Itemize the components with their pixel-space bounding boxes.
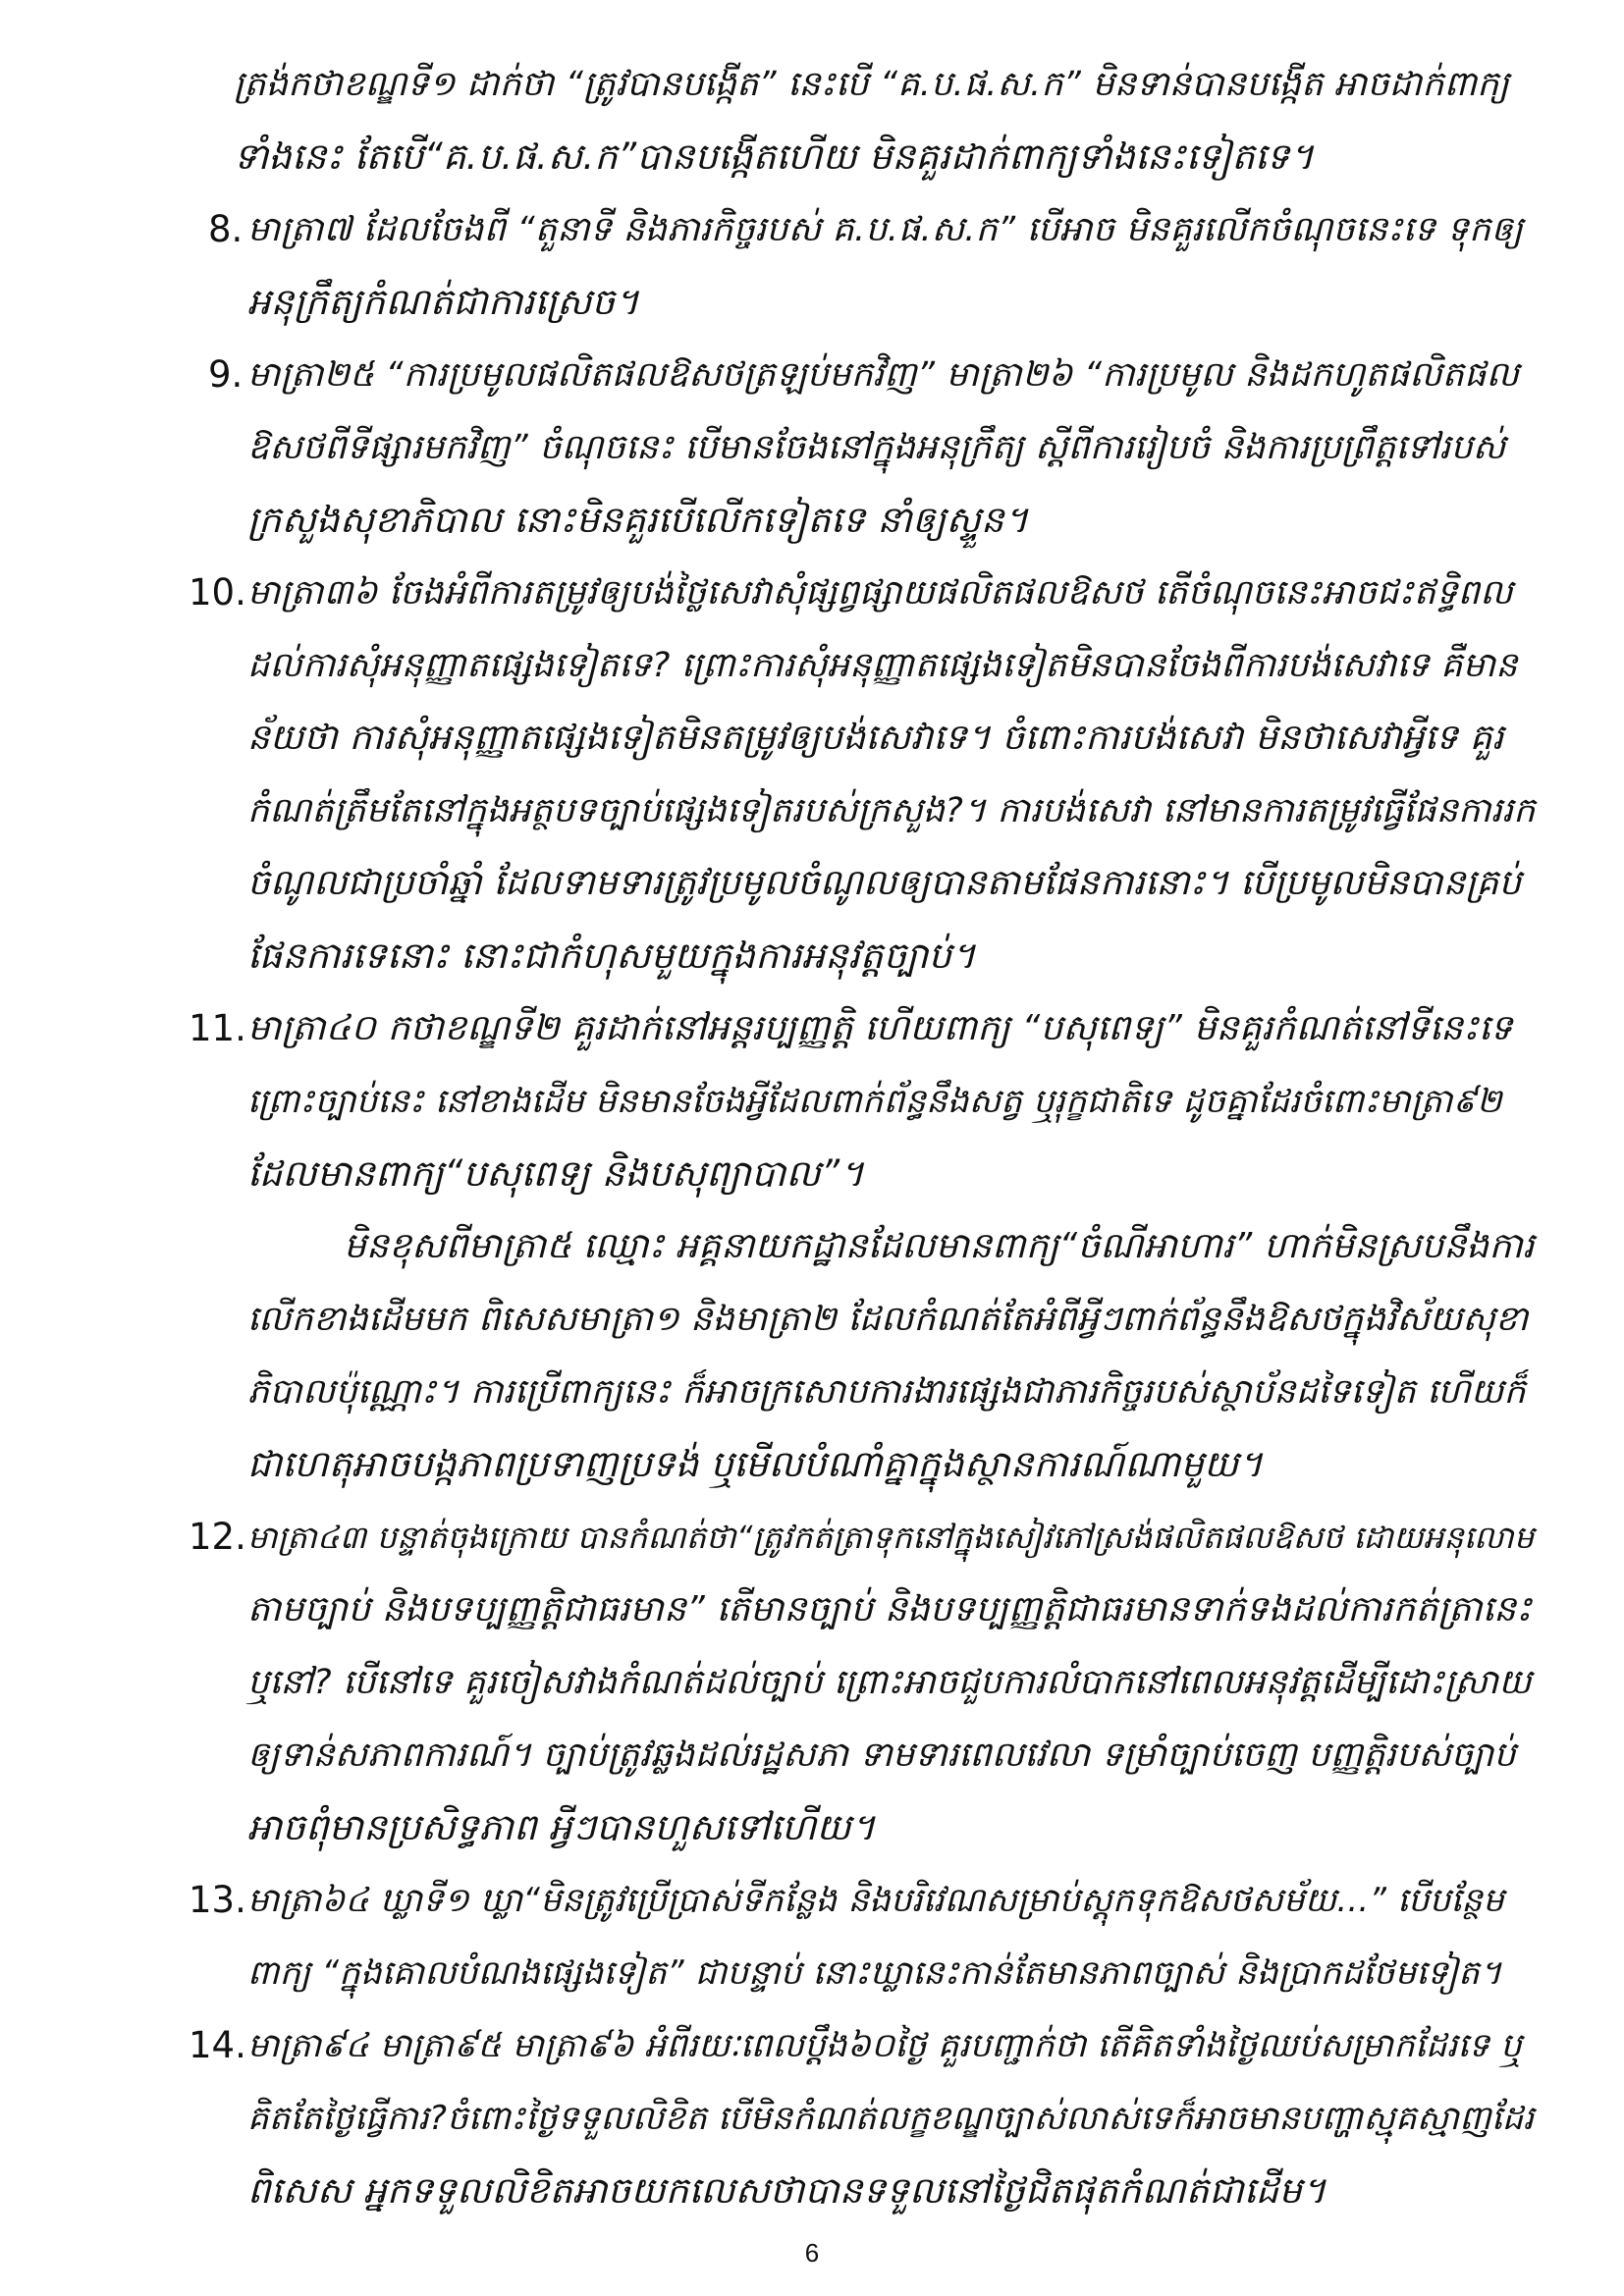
- item-paragraph-line: ជាហេតុអាចបង្កភាពប្រទាញប្រទង់ ឬមើលបំណាំគ្នាក្នុងស្ថានការណ៍ណាមួយ។: [247, 1443, 1264, 1485]
- item-line: មាត្រា៩៤ មាត្រា៩៥ មាត្រា៩៦ អំពីរយៈពេលប្ដឹង៦០ថ្ងៃ គួរបញ្ជាក់ថា តើគិតទាំងថ្ងៃឈប់សម្រាកដែរទេ ឬ: [247, 2026, 1522, 2065]
- item-line: មាត្រា៦៤ ឃ្លាទី១ ឃ្លា“មិនត្រូវប្រើប្រាស់ទីកន្លែង និងបរិវេណសម្រាប់ស្តុកទុកឱសថសម័យ...” បើបន្ថែម: [247, 1881, 1504, 1920]
- intro-line: ទាំងនេះ តែបើ“គ.ប.ផ.ស.ក”បានបង្កើតហើយ មិនគួរដាក់ពាក្យទាំងនេះទៀតទេ។: [234, 135, 1315, 178]
- item-line: មាត្រា៤៣ បន្ទាត់ចុងក្រោយ បានកំណត់ថា“ត្រូវកត់ត្រាទុកនៅក្នុងសៀវភៅស្រង់ផលិតផលឱសថ ដោយអនុលោម: [247, 1519, 1535, 1556]
- item-line: តាមច្បាប់ និងបទប្បញ្ញត្តិជាធរមាន” តើមានច្បាប់ និងបទប្បញ្ញត្តិជាធរមានទាក់ទងដល់ការកត់ត្រានេះ: [247, 1589, 1533, 1629]
- item-paragraph-line: លើកខាងដើមមក ពិសេសមាត្រា១ និងមាត្រា២ ដែលកំណត់តែអំពីអ្វីៗពាក់ព័ន្ធនឹងឱសថក្នុងវិស័យសុខា: [247, 1300, 1529, 1339]
- item-line: អនុក្រឹត្យកំណត់ជាការស្រេច។: [247, 281, 639, 323]
- item-line: កំណត់ត្រឹមតែនៅក្នុងអត្ថបទច្បាប់ផ្សេងទៀតរបស់ក្រសួង?។ ការបង់សេវា នៅមានការតម្រូវធ្វើផែនការរក: [247, 791, 1536, 830]
- intro-line: ត្រង់កថាខណ្ឌទី១ ដាក់ថា “ត្រូវបានបង្កើត” នេះបើ “គ.ប.ផ.ស.ក” មិនទាន់បានបង្កើត អាចដាក់ពាក្យ: [234, 65, 1510, 104]
- page-number: 6: [804, 2238, 820, 2268]
- item-line: ឬនៅ? បើនៅទេ គួរចៀសវាងកំណត់ដល់ច្បាប់ ព្រោះអាចជួបការលំបាកនៅពេលអនុវត្តដើម្បីដោះស្រាយ: [247, 1663, 1532, 1702]
- item-line: ឱសថពីទីផ្សារមកវិញ” ចំណុចនេះ បើមានចែងនៅក្នុងអនុក្រឹត្យ ស្ដីពីការរៀបចំ និងការប្រព្រឹត្តទៅរបស់: [247, 428, 1506, 467]
- item-number: 11.: [189, 1007, 246, 1049]
- item-number: 12.: [189, 1516, 246, 1558]
- item-line: មាត្រា២៥ “ការប្រមូលផលិតផលឱសថត្រឡប់មកវិញ” មាត្រា២៦ “ការប្រមូល និងដកហូតផលិតផល: [247, 355, 1520, 395]
- item-line: មាត្រា៣៦ ចែងអំពីការតម្រូវឲ្យបង់ថ្លៃសេវាសុំផ្សព្វផ្សាយផលិតផលឱសថ តើចំណុចនេះអាចជះឥទ្ធិពល: [247, 573, 1513, 613]
- item-line: ពាក្យ “ក្នុងគោលបំណងផ្សេងទៀត” ជាបន្ទាប់ នោះឃ្លានេះកាន់តែមានភាពច្បាស់ និងប្រាកដថែមទៀត។: [247, 1953, 1502, 1993]
- item-line: ន័យថា ការសុំអនុញ្ញាតផ្សេងទៀតមិនតម្រូវឲ្យបង់សេវាទេ។ ចំពោះការបង់សេវា មិនថាសេវាអ្វីទេ គួរ: [247, 718, 1504, 758]
- item-line: ពិសេស អ្នកទទួលលិខិតអាចយកលេសថាបានទទួលនៅថ្ងៃជិតផុតកំណត់ជាដើម។: [247, 2169, 1326, 2212]
- item-number: 13.: [189, 1879, 246, 1921]
- item-line: អាចពុំមានប្រសិទ្ធភាព អ្វីៗបានហួសទៅហើយ។: [247, 1806, 876, 1848]
- item-line: ក្រសួងសុខាភិបាល នោះមិនគួរបើលើកទៀតទេ នាំឲ្យស្ទួន។: [247, 499, 1029, 541]
- item-number: 14.: [189, 2024, 246, 2066]
- item-line: មាត្រា៧ ដែលចែងពី “តួនាទី និងភារកិច្ចរបស់ គ.ប.ផ.ស.ក” បើអាច មិនគួរលើកចំណុចនេះទេ ទុកឲ្យ: [247, 210, 1524, 249]
- item-number: 10.: [189, 571, 246, 614]
- item-line: ដែលមានពាក្យ“បសុពេទ្យ និងបសុព្យាបាល”។: [247, 1152, 864, 1195]
- item-line: ព្រោះច្បាប់នេះ នៅខាងដើម មិនមានចែងអ្វីដែលពាក់ព័ន្ធនឹងសត្វ ឬរុក្ខជាតិទេ ដូចគ្នាដែរចំពោះមាត្រា៩២: [247, 1082, 1502, 1121]
- item-line: គិតតែថ្ងៃធ្វើការ?ចំពោះថ្ងៃទទួលលិខិត បើមិនកំណត់លក្ខខណ្ឌច្បាស់លាស់ទេក៏អាចមានបញ្ហាស្មុគស្មាញដែរ: [247, 2099, 1535, 2138]
- item-line: មាត្រា៤០ កថាខណ្ឌទី២ គួរដាក់នៅអន្តរប្បញ្ញត្តិ ហើយពាក្យ “បសុពេទ្យ” មិនគួរកំណត់នៅទីនេះទេ: [247, 1008, 1513, 1048]
- item-line: ចំណូលជាប្រចាំឆ្នាំ ដែលទាមទារត្រូវប្រមូលចំណូលឲ្យបានតាមផែនការនោះ។ បើប្រមូលមិនបានគ្រប់: [247, 863, 1522, 903]
- item-number: 9.: [208, 353, 244, 396]
- item-line: ដល់ការសុំអនុញ្ញាតផ្សេងទៀតទេ? ព្រោះការសុំអនុញ្ញាតផ្សេងទៀតមិនបានចែងពីការបង់សេវាទេ គឺមាន: [247, 646, 1518, 685]
- item-line: ផែនការទេនោះ នោះជាកំហុសមួយក្នុងការអនុវត្តច្បាប់។: [247, 934, 976, 977]
- item-paragraph-line: ភិបាលប៉ុណ្ណោះ។ ការប្រើពាក្យនេះ ក៏អាចក្រសោបការងារផ្សេងជាភារកិច្ចរបស់ស្ថាប័នដទៃទៀត ហើយក៏: [247, 1372, 1526, 1412]
- item-number: 8.: [208, 208, 244, 250]
- item-paragraph-line: មិនខុសពីមាត្រា៥ ឈ្មោះ អគ្គនាយកដ្ឋានដែលមានពាក្យ“ចំណីអាហារ” ហាក់មិនស្របនឹងការ: [344, 1226, 1535, 1266]
- item-line: ឲ្យទាន់សភាពការណ៍។ ច្បាប់ត្រូវឆ្លងដល់រដ្ឋសភា ទាមទារពេលវេលា ទម្រាំច្បាប់ចេញ បញ្ញត្តិរបស់ច្បាប់: [247, 1735, 1516, 1775]
